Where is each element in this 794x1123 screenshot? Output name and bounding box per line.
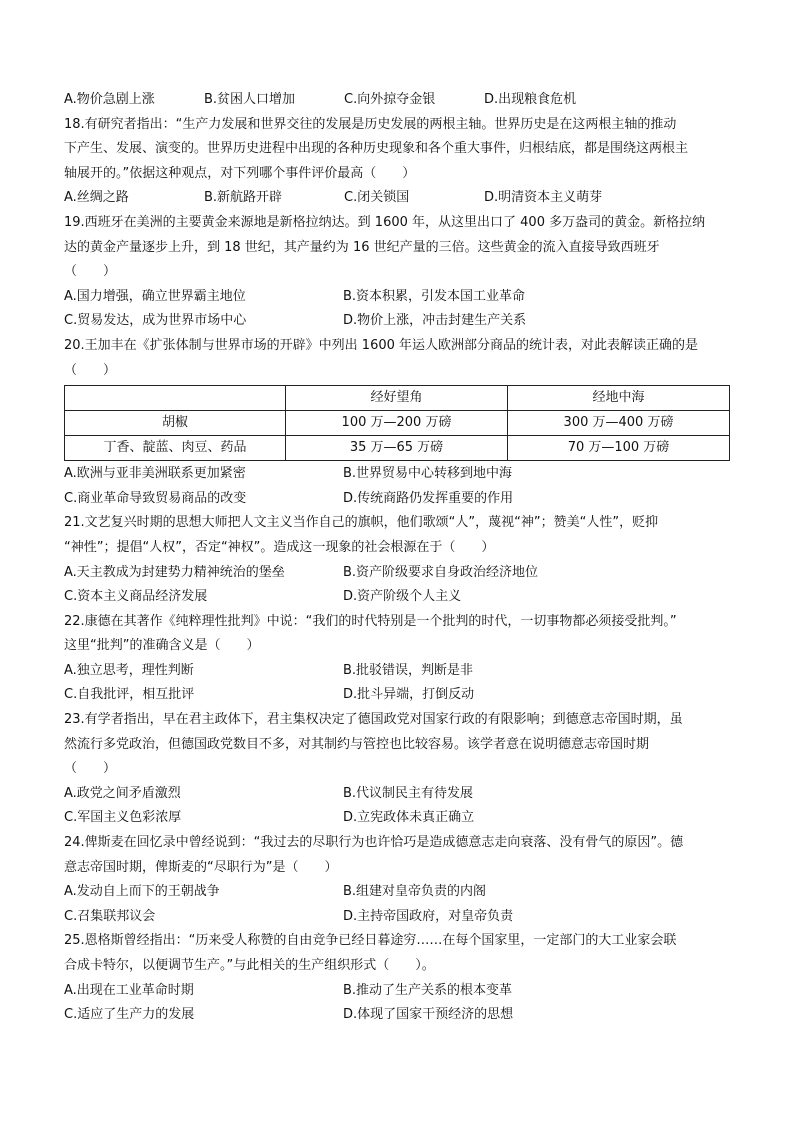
table-cell: 100 万—200 万磅 [286, 411, 508, 436]
question-18-stem-1: 18.有研究者指出：“生产力发展和世界交往的发展是历史发展的两根主轴。世界历史是在这两根主轴的推动 [64, 116, 677, 132]
option-a[interactable]: A.出现在工业革命时期 [64, 982, 194, 998]
question-18-stem-2: 下产生、发展、演变的。世界历史进程中出现的各种历史现象和各个重大事件，归根结底，都是围绕这两根主 [64, 141, 689, 157]
table-header-cell [65, 386, 286, 411]
table-cell: 丁香、靛蓝、肉豆、药品 [65, 436, 286, 461]
table-cell: 70 万—100 万磅 [508, 436, 730, 461]
question-19-stem-2: 达的黄金产量逐步上升，到 18 世纪，其产量约为 16 世纪产量的三倍。这些黄金的流入直接导致西班牙 [64, 239, 660, 255]
option-d[interactable]: D.体现了国家干预经济的思想 [343, 1007, 514, 1023]
q22-options-row-2 [64, 683, 732, 708]
option-b[interactable]: B.推动了生产关系的根本变革 [343, 982, 513, 998]
option-a[interactable]: A.发动自上而下的王朝战争 [64, 884, 220, 900]
question-25-stem-2: 合成卡特尔，以便调节生产。”与此相关的生产组织形式（ ）。 [64, 958, 435, 973]
option-a[interactable]: A.欧洲与亚非美洲联系更加紧密 [64, 466, 246, 482]
option-a[interactable]: A.独立思考，理性判断 [64, 662, 194, 678]
option-b[interactable]: B.批驳错误，判断是非 [343, 662, 474, 678]
option-d[interactable]: D.传统商路仍发挥重要的作用 [343, 490, 514, 506]
option-c[interactable]: C.自我批评，相互批评 [64, 687, 195, 703]
table-cell: 300 万—400 万磅 [508, 411, 730, 436]
q22-options-row-1 [64, 659, 732, 684]
table-cell: 35 万—65 万磅 [286, 436, 508, 461]
q23-options-row-1 [64, 782, 732, 807]
q21-options-row-2 [64, 585, 732, 610]
question-19-stem-1: 19.西班牙在美洲的主要黄金来源地是新格拉纳达。到 1600 年，从这里出口了 400 多万盎司的黄金。新格拉纳 [64, 214, 706, 230]
question-22-stem-1: 22.康德在其著作《纯粹理性批判》中说：“我们的时代特别是一个批判的时代，一切事物都必须接受批判。” [64, 613, 677, 629]
option-c[interactable]: C.军国主义色彩浓厚 [64, 810, 182, 826]
option-d[interactable]: D.物价上涨，冲击封建生产关系 [343, 313, 527, 329]
option-a[interactable]: A.物价急剧上涨 [64, 92, 155, 107]
option-b[interactable]: B.资本积累，引发本国工业革命 [343, 288, 526, 304]
option-c[interactable]: C.适应了生产力的发展 [64, 1007, 195, 1023]
q24-options-row-2 [64, 905, 732, 930]
q24-options-row-1 [64, 880, 732, 905]
q20-options-row-2 [64, 487, 732, 512]
question-23-stem-1: 23.有学者指出，早在君主政体下，君主集权决定了德国政党对国家行政的有限影响；到德意志帝国时期，虽 [64, 712, 683, 728]
question-20-stem-2: （ ） [64, 362, 117, 378]
option-b[interactable]: B.代议制民主有待发展 [343, 785, 474, 801]
option-a[interactable]: A.政党之间矛盾激烈 [64, 785, 181, 801]
q17-options [64, 88, 732, 113]
option-b[interactable]: B.贫困人口增加 [204, 92, 296, 107]
option-d[interactable]: D.立宪政体未真正确立 [343, 810, 475, 826]
question-23-stem-3: （ ） [64, 761, 117, 777]
q23-options-row-2 [64, 806, 732, 831]
question-21-stem-2: “神性”；提倡“人权”，否定“神权”。造成这一现象的社会根源在于（ ） [64, 539, 495, 555]
option-a[interactable]: A.丝绸之路 [64, 190, 129, 206]
question-22-stem-2: 这里“批判”的准确含义是（ ） [64, 638, 260, 654]
table-header-cell: 经地中海 [508, 386, 730, 411]
exam-page [64, 88, 732, 1028]
option-c[interactable]: C.资本主义商品经济发展 [64, 589, 208, 605]
option-a[interactable]: A.国力增强，确立世界霸主地位 [64, 288, 246, 304]
question-23-stem-2: 然流行多党政治，但德国政党数目不多，对其制约与管控也比较容易。该学者意在说明德意志帝国时期 [64, 736, 650, 752]
option-b[interactable]: B.组建对皇帝负责的内阁 [343, 884, 487, 900]
q20-options-row-1 [64, 462, 732, 487]
question-21-stem-1: 21.文艺复兴时期的思想大师把人文主义当作自己的旗帜，他们歌颂“人”，蔑视“神”；赞美“人性”，贬抑 [64, 515, 659, 531]
option-c[interactable]: C.闭关锁国 [344, 190, 410, 206]
option-c[interactable]: C.召集联邦议会 [64, 908, 156, 924]
option-b[interactable]: B.新航路开辟 [204, 190, 283, 206]
table-row [65, 436, 730, 461]
question-25-stem-1: 25.恩格斯曾经指出：“历来受人称赞的自由竞争已经日暮途穷……在每个国家里，一定部门的大工业家会联 [64, 933, 677, 949]
table-header-cell: 经好望角 [286, 386, 508, 411]
option-c[interactable]: C.贸易发达，成为世界市场中心 [64, 313, 247, 329]
q21-options-row-1 [64, 561, 732, 586]
table-header-row [65, 386, 730, 411]
q19-options-row-1 [64, 285, 732, 310]
q25-options-row-2 [64, 1003, 732, 1028]
option-c[interactable]: C.向外掠夺金银 [344, 92, 436, 107]
option-d[interactable]: D.明清资本主义萌芽 [484, 190, 603, 206]
q18-options [64, 186, 732, 211]
question-20-stem-1: 20.王加丰在《扩张体制与世界市场的开辟》中列出 1600 年运人欧洲部分商品的统计表，对此表解读正确的是 [64, 337, 699, 353]
option-d[interactable]: D.出现粮食危机 [484, 92, 577, 107]
option-b[interactable]: B.资产阶级要求自身政治经济地位 [343, 564, 539, 580]
question-24-stem-2: 意志帝国时期，俾斯麦的“尽职行为”是（ ） [64, 859, 338, 875]
option-c[interactable]: C.商业革命导致贸易商品的改变 [64, 490, 247, 506]
option-a[interactable]: A.天主教成为封建势力精神统治的堡垒 [64, 564, 285, 580]
option-d[interactable]: D.资产阶级个人主义 [343, 589, 462, 605]
table-row [65, 411, 730, 436]
option-d[interactable]: D.主持帝国政府，对皇帝负责 [343, 908, 514, 924]
q25-options-row-1 [64, 979, 732, 1004]
statistics-table [64, 385, 730, 461]
question-18-stem-3: 轴展开的。”依据这种观点，对下列哪个事件评价最高（ ） [64, 165, 416, 181]
question-24-stem-1: 24.俾斯麦在回忆录中曾经说到：“我过去的尽职行为也许恰巧是造成德意志走向衰落、没有骨气的原因”。德 [64, 835, 684, 851]
option-d[interactable]: D.批斗异端，打倒反动 [343, 687, 475, 703]
question-19-stem-3: （ ） [64, 264, 117, 280]
table-cell: 胡椒 [65, 411, 286, 436]
q19-options-row-2 [64, 309, 732, 334]
option-b[interactable]: B.世界贸易中心转移到地中海 [343, 466, 513, 482]
